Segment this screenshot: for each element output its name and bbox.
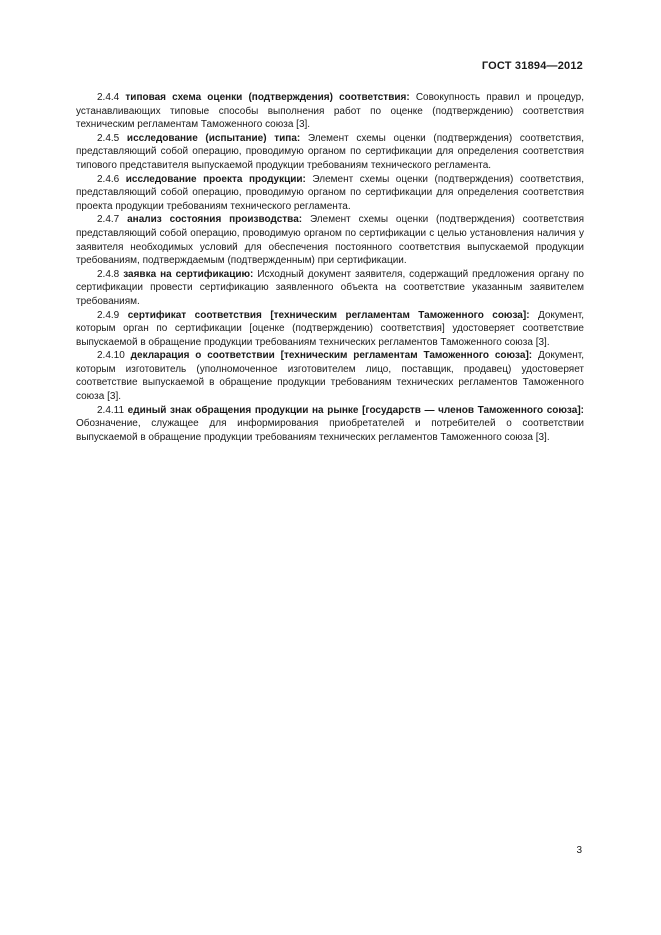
definition-item: [76, 132, 584, 173]
item-text: Элемент схемы оценки (подтверждения) соответствия, представляющий собой операцию, проводимую органом по сертификации для определения соответствия проекта продукции требованиям технического регламента.: [76, 173, 584, 212]
item-term: сертификат соответствия [техническим регламентам Таможенного союза]:: [127, 309, 530, 321]
item-number: 2.4.8: [97, 268, 120, 280]
item-number: 2.4.10: [97, 350, 125, 362]
item-text: Элемент схемы оценки (подтверждения) соответствия, представляющий собой операцию, проводимую органом по сертификации для определения соответствия типового представителя выпускаемой продукции требованиям технического регламента.: [76, 132, 584, 171]
definition-item: [76, 91, 584, 132]
item-term: единый знак обращения продукции на рынке [государств — членов Таможенного союза]:: [127, 404, 584, 416]
definition-item: [76, 404, 584, 445]
item-text: Документ, которым орган по сертификации [оценке (подтверждению) соответствия] удостоверяет соответствие выпускаемой в обращение продукции требованиям технических регламентов Таможенного союза [3].: [76, 309, 585, 348]
definition-item: [76, 309, 584, 350]
item-number: 2.4.7: [97, 214, 120, 226]
item-term: заявка на сертификацию:: [123, 268, 254, 280]
definition-item: [76, 268, 584, 309]
item-number: 2.4.6: [97, 173, 120, 185]
item-text: Документ, которым изготовитель (уполномоченное изготовителем лицо, поставщик, продавец) удостоверяет соответствие выпускаемой в обращение продукции требованиям технических регламентов Таможенного союза [3].: [76, 350, 584, 403]
item-text: Обозначение, служащее для информирования приобретателей и потребителей о соответствии выпускаемой в обращение продукции требованиям технических регламентов Таможенного союза [3].: [76, 418, 584, 443]
item-term: типовая схема оценки (подтверждения) соответствия:: [125, 92, 410, 103]
item-number: 2.4.9: [97, 309, 120, 321]
item-term: анализ состояния производства:: [127, 214, 303, 226]
item-number: 2.4.5: [97, 132, 120, 144]
item-number: 2.4.11: [97, 404, 125, 416]
item-term: декларация о соответствии [техническим регламентам Таможенного союза]:: [130, 350, 533, 362]
item-term: исследование проекта продукции:: [125, 173, 306, 185]
definitions-section: [76, 91, 584, 444]
item-term: исследование (испытание) типа:: [126, 132, 301, 144]
item-number: 2.4.4: [97, 92, 120, 103]
item-text: Элемент схемы оценки (подтверждения) соответствия представляющий собой операцию, проводимую органом по сертификации с целью установления наличия у заявителя необходимых условий для обеспечения постоянного соответствия выпускаемой продукции требованиям, подтверждаемым (подтвержденным) при сертификации.: [76, 214, 585, 267]
definition-item: [76, 173, 584, 214]
page-number: 3: [576, 845, 582, 856]
document-code: ГОСТ 31894—2012: [481, 60, 583, 72]
definition-item: [76, 349, 584, 403]
item-text: Исходный документ заявителя, содержащий предложения органу по сертификации провести сертификацию заявленного объекта на соответствие указанным заявителем требованиям.: [76, 268, 584, 307]
item-text: Совокупность правил и процедур, устанавливающих типовые способы выполнения работ по оценке (подтверждению) соответствия техническим регламентам Таможенного союза [3].: [76, 92, 585, 131]
definition-item: [76, 213, 584, 267]
